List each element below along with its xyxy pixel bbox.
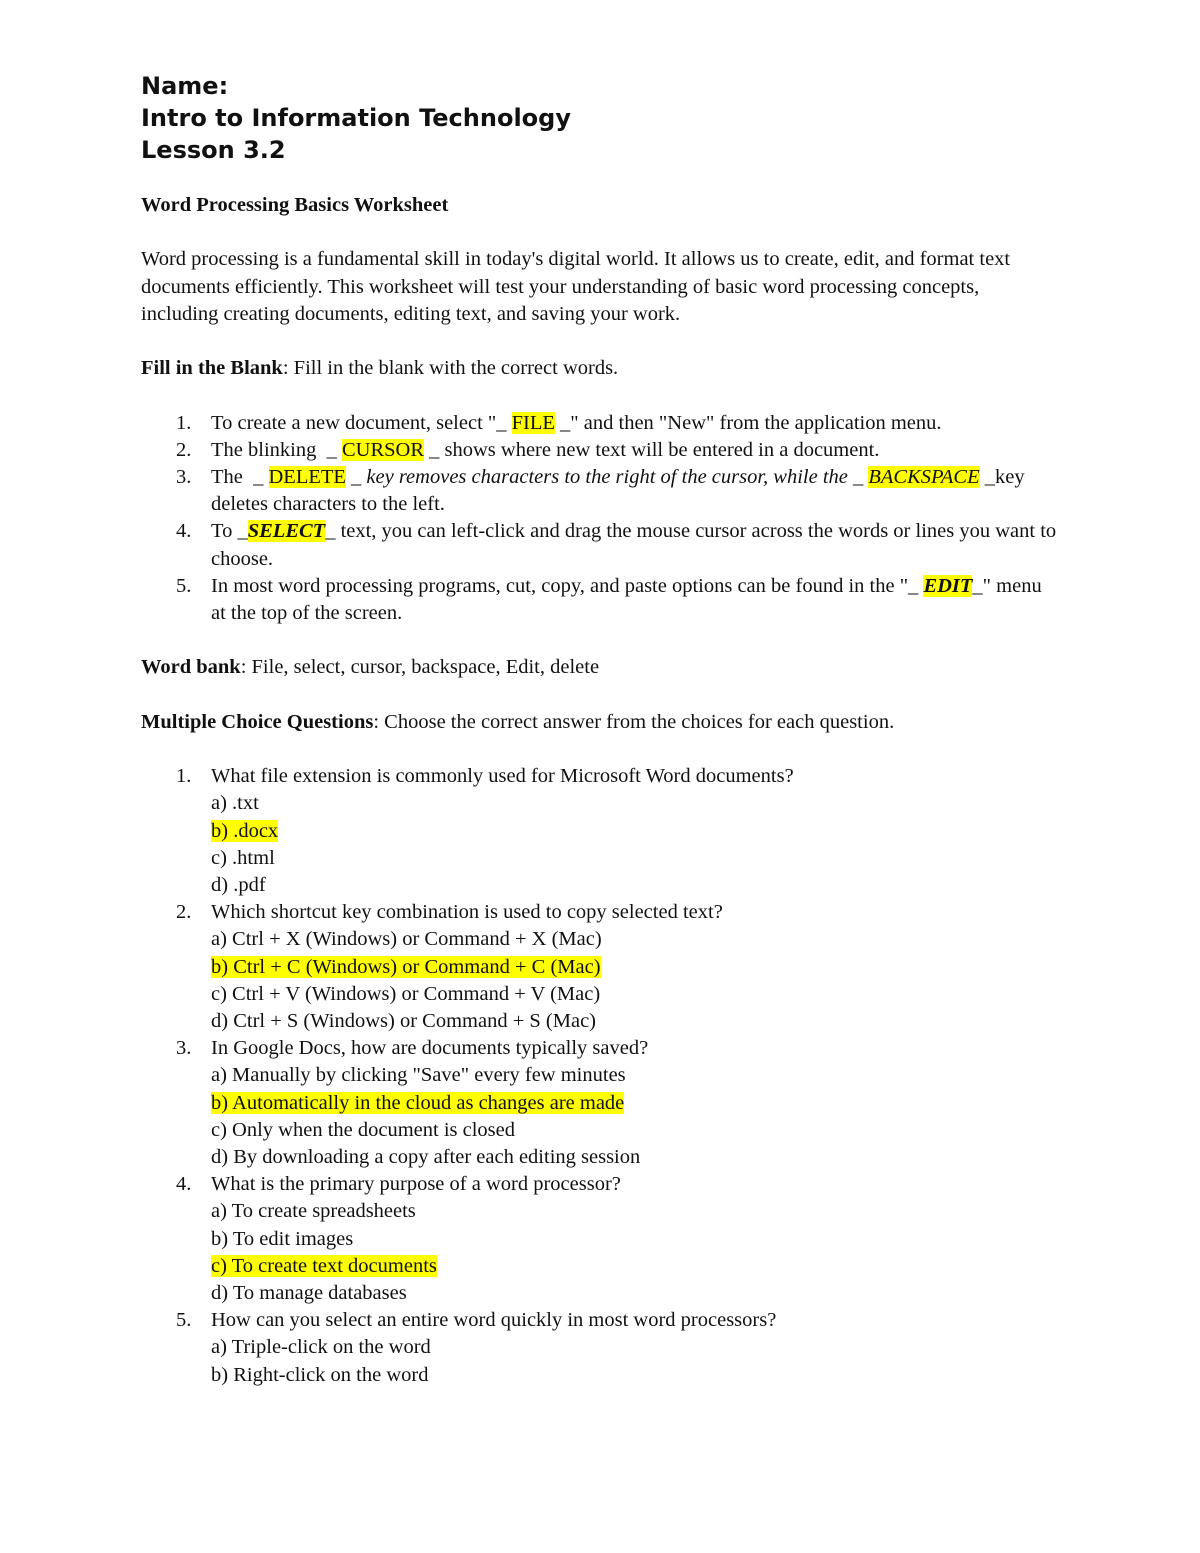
- answer-option: c) .html: [211, 846, 275, 869]
- answer-backspace: BACKSPACE: [868, 465, 980, 488]
- answer-cursor: CURSOR: [341, 438, 424, 461]
- multiple-choice-instructions: : Choose the correct answer from the choices for each question.: [373, 710, 895, 733]
- fill-blank-label: Fill in the Blank: [141, 357, 283, 380]
- multiple-choice-heading: [141, 709, 1061, 736]
- answer-option: d) .pdf: [211, 873, 266, 896]
- worksheet-title: Word Processing Basics Worksheet: [141, 194, 449, 216]
- answer-option-highlighted: c) To create text documents: [211, 1254, 437, 1277]
- question-text: What file extension is commonly used for Microsoft Word documents?: [211, 765, 794, 788]
- multiple-choice-label: Multiple Choice Questions: [141, 710, 374, 733]
- answer-file: FILE: [511, 411, 555, 434]
- answer-option: d) By downloading a copy after each editing session: [211, 1146, 641, 1169]
- question-item: 4. What is the primary purpose of a word processor? a) To create spreadsheets b) To edit images c) To create text documents d) To manage databases: [141, 1171, 1061, 1307]
- answer-option: a) To create spreadsheets: [211, 1200, 416, 1223]
- word-bank-label: Word bank: [141, 656, 241, 679]
- word-bank: [141, 654, 1061, 681]
- fill-blank-item: 1. To create a new document, select "_ FILE _" and then "New" from the application menu.: [176, 411, 942, 434]
- name-label: Name:: [141, 72, 229, 100]
- intro-paragraph: Word processing is a fundamental skill in today's digital world. It allows us to create, edit, and format text documents efficiently. This worksheet will test your understanding of basic word processing concepts, including creating documents, editing text, and saving your work.: [141, 248, 1011, 325]
- multiple-choice-list: [141, 763, 1061, 1389]
- document-header: [141, 70, 571, 166]
- fill-blank-item: 2. The blinking _ CURSOR _ shows where new text will be entered in a document.: [176, 438, 880, 461]
- answer-option: b) To edit images: [211, 1227, 354, 1250]
- fill-blank-item: 5. In most word processing programs, cut, copy, and paste options can be found in the "_ EDIT_" menu at the top of the screen.: [176, 574, 1042, 624]
- question-item: 2. Which shortcut key combination is used to copy selected text? a) Ctrl + X (Windows) or Command + X (Mac) b) Ctrl + C (Windows) or Command + C (Mac) c) Ctrl + V (Windows) or Command + V (Mac) d) Ctrl + S (Windows) or Command + S (Mac): [141, 899, 1061, 1035]
- answer-option: c) Only when the document is closed: [211, 1118, 516, 1141]
- answer-option-highlighted: b) .docx: [211, 819, 279, 842]
- fill-blank-heading: [141, 355, 1061, 382]
- question-text: What is the primary purpose of a word processor?: [211, 1173, 621, 1196]
- answer-option: b) Right-click on the word: [211, 1363, 429, 1386]
- question-item: 1. What file extension is commonly used for Microsoft Word documents? a) .txt b) .docx c) .html d) .pdf: [141, 763, 1061, 899]
- answer-select: SELECT: [247, 520, 326, 543]
- answer-option-highlighted: b) Ctrl + C (Windows) or Command + C (Mac): [211, 955, 601, 978]
- answer-option: a) Manually by clicking "Save" every few minutes: [211, 1064, 626, 1087]
- lesson-number: Lesson 3.2: [141, 136, 286, 164]
- answer-option: d) To manage databases: [211, 1282, 407, 1305]
- course-title: Intro to Information Technology: [141, 104, 571, 132]
- answer-delete: DELETE: [268, 465, 346, 488]
- answer-option: a) Triple-click on the word: [211, 1336, 431, 1359]
- answer-option: a) Ctrl + X (Windows) or Command + X (Mac): [211, 928, 602, 951]
- answer-option: c) Ctrl + V (Windows) or Command + V (Mac): [211, 982, 601, 1005]
- word-bank-text: : File, select, cursor, backspace, Edit, delete: [240, 656, 600, 679]
- answer-edit: EDIT: [923, 574, 973, 597]
- question-text: Which shortcut key combination is used to copy selected text?: [211, 901, 723, 924]
- answer-option-highlighted: b) Automatically in the cloud as changes are made: [211, 1091, 625, 1114]
- answer-option: a) .txt: [211, 792, 259, 815]
- fill-blank-instructions: : Fill in the blank with the correct words.: [282, 357, 619, 380]
- question-item: 3. In Google Docs, how are documents typically saved? a) Manually by clicking "Save" every few minutes b) Automatically in the cloud as changes are made c) Only when the document is closed d) By downloading a copy after each editing session: [141, 1035, 1061, 1171]
- fill-blank-item: 4. To _SELECT_ text, you can left-click and drag the mouse cursor across the words or lines you want to choose.: [176, 520, 1057, 570]
- answer-option: d) Ctrl + S (Windows) or Command + S (Mac): [211, 1010, 596, 1032]
- question-text: In Google Docs, how are documents typically saved?: [211, 1037, 649, 1060]
- question-text: How can you select an entire word quickly in most word processors?: [211, 1309, 777, 1332]
- document-body: [141, 192, 1061, 1389]
- fill-blank-list: [141, 410, 1061, 628]
- fill-blank-item: 3. The _ DELETE _ key removes characters to the right of the cursor, while the _ BACKSPACE _key deletes characters to the left.: [176, 465, 1025, 516]
- question-item: 5. How can you select an entire word quickly in most word processors? a) Triple-click on the word b) Right-click on the word: [141, 1307, 1061, 1389]
